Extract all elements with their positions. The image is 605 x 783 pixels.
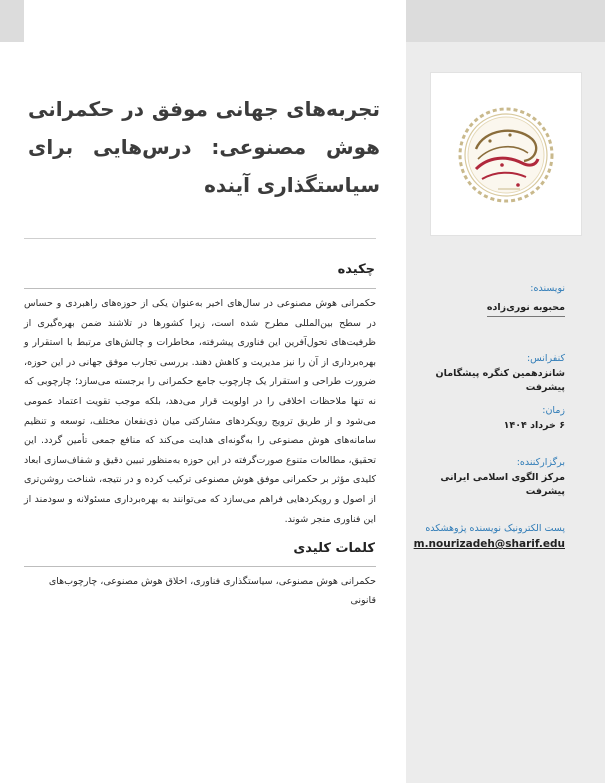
header-band-left <box>0 0 24 42</box>
abstract-body: حکمرانی هوش مصنوعی در سال‌های اخیر به‌عنوان یکی از حوزه‌های راهبردی و حساس در سطح بین‌المللی مطرح شده است، زیرا کشورها در تلاشند ضمن بهره‌گیری از ظرفیت‌های تحول‌آفرین این فناوری پیشرفته، مخاطرات و چالش‌های مرتبط با استقرار و بهره‌برداری از آن را نیز مدیریت و کاهش دهند. بررسی تجارب موفق جهانی در این حوزه، ضرورت طراحی و استقرار یک چارچوب جامع حکمرانی را برجسته می‌سازد؛ چارچوبی که نه تنها ملاحظات اخلاقی را در اولویت قرار می‌دهد، بلکه موجب تقویت اعتماد عمومی می‌شود و از طریق ترویج رویکردهای مشارکتی میان ذی‌نفعان مختلف، توسعه و تنظیم سامانه‌های هوش مصنوعی را به‌گونه‌ای هدایت می‌کند که منافع جمعی تأمین گردد. این تحقیق، مطالعات متنوع صورت‌گرفته در این حوزه به‌منظور تبیین دقیق و شفاف‌سازی ابعاد کلیدی مؤثر بر حکمرانی موفق هوش مصنوعی ترکیب کرده و در نتیجه، شناخت روشن‌تری از اصول و رویکردهایی فراهم می‌سازد که می‌توانند به بهره‌برداری مسئولانه و سودمند از این فناوری منجر شوند. <box>24 298 376 525</box>
keywords-body: حکمرانی هوش مصنوعی، سیاستگذاری فناوری، اخلاق هوش مصنوعی، چارچوب‌های قانونی <box>48 576 376 606</box>
email-label: پست الکترونیک نویسنده پژوهشکده <box>425 523 565 534</box>
paper-title: تجربه‌های جهانی موفق در حکمرانی هوش مصنوعی: درس‌هایی برای سیاستگذاری آینده <box>28 97 380 197</box>
author-block <box>405 282 565 317</box>
header-band-right <box>406 0 605 42</box>
conference-label: کنفرانس: <box>526 353 565 364</box>
conference-block <box>405 352 565 395</box>
conference-name: شانزدهمین کنگره پیشگامان پیشرفت <box>435 368 565 393</box>
email-link[interactable]: m.nourizadeh@sharif.edu <box>413 538 565 550</box>
abstract-divider <box>24 288 376 289</box>
author-label: نویسنده: <box>530 283 565 294</box>
organizer-name: مرکز الگوی اسلامی ایرانی پیشرفت <box>440 472 565 497</box>
email-block <box>380 522 565 551</box>
organizer-label: برگزارکننده: <box>516 457 565 468</box>
keywords-divider <box>24 566 376 567</box>
date-value: ۶ خرداد ۱۴۰۴ <box>503 420 565 431</box>
congress-logo-graphic <box>431 73 581 235</box>
congress-logo <box>430 72 582 236</box>
title-divider <box>24 238 376 239</box>
organizer-block <box>405 456 565 499</box>
date-block <box>405 404 565 433</box>
author-name: محبوبه نوری‌زاده <box>487 301 565 317</box>
header-band <box>0 0 605 42</box>
date-label: زمان: <box>542 405 565 416</box>
keywords-heading: کلمات کلیدی <box>293 541 375 556</box>
abstract-heading: چکیده <box>337 262 375 277</box>
